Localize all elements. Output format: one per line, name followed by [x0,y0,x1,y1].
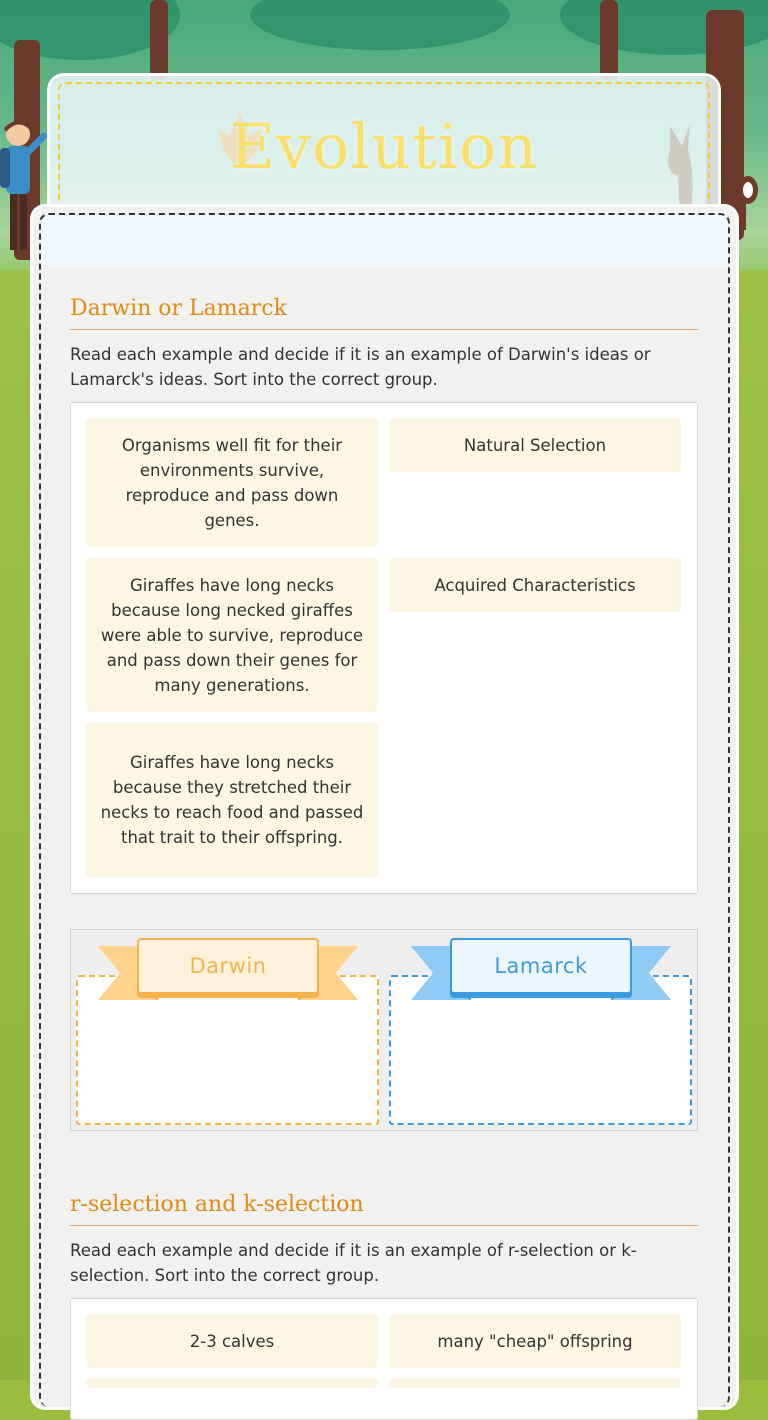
section-darwin-lamarck [70,296,698,392]
tree-trunk [600,0,618,80]
section-r-k-selection [70,1192,698,1288]
section-title: Darwin or Lamarck [70,296,698,330]
draggable-card[interactable]: Organisms well fit for their environments survive, reproduce and pass down genes. [86,418,378,547]
page-title: Evolution [229,110,539,183]
deer-figure [736,172,768,232]
section-instructions: Read each example and decide if it is an example of r-selection or k-selection. Sort into the correct group. [70,1241,637,1285]
draggable-card[interactable]: Natural Selection [389,418,681,472]
tree-trunk [150,0,168,80]
draggable-card[interactable]: Giraffes have long necks because long necked giraffes were able to survive, reproduce and pass down their genes for many generations. [86,558,378,712]
draggable-card[interactable]: Giraffes have long necks because they stretched their necks to reach food and passed that trait to their offspring. [86,723,378,877]
darwin-group-label: Darwin [137,938,319,994]
draggable-card[interactable]: many "cheap" offspring [389,1314,681,1368]
lamarck-group-label: Lamarck [450,938,632,994]
draggable-card[interactable]: 2-3 calves [86,1314,378,1368]
draggable-card[interactable]: Acquired Characteristics [389,558,681,612]
section-title: r-selection and k-selection [70,1192,698,1226]
section-instructions: Read each example and decide if it is an example of Darwin's ideas or Lamarck's ideas. Sort into the correct group. [70,345,651,389]
